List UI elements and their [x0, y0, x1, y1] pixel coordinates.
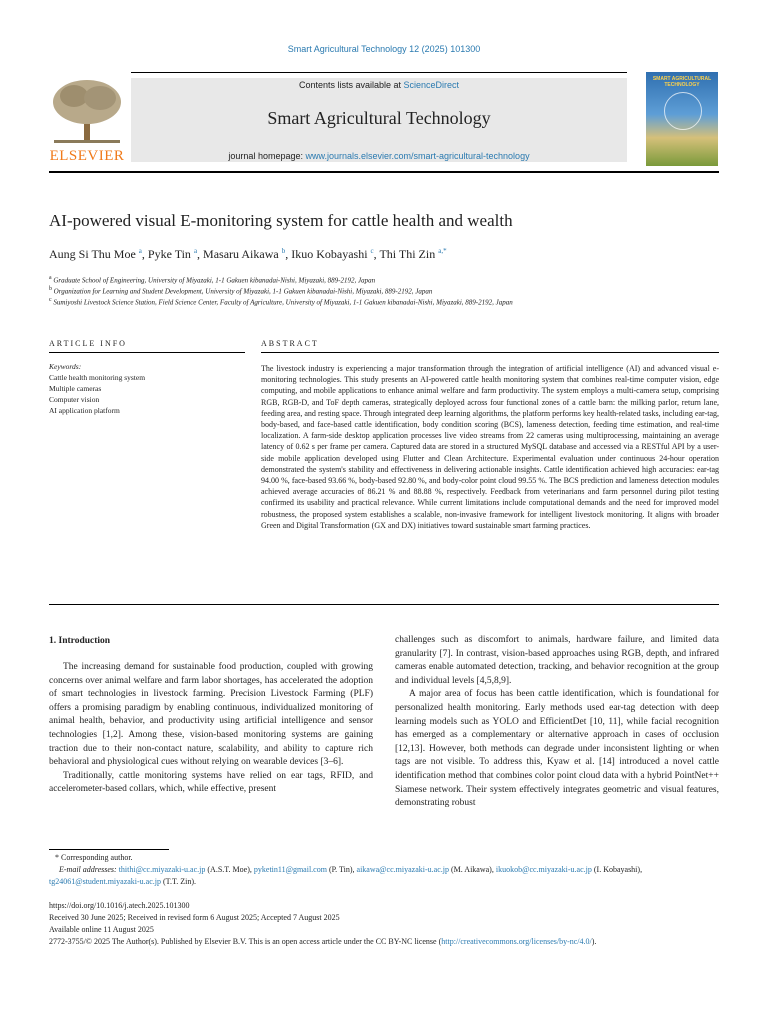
email-label: E-mail addresses: — [59, 865, 117, 874]
paragraph: Traditionally, cattle monitoring systems have relied on ear tags, RFID, and accelerometer-based collars, which, while effective, present — [49, 770, 373, 795]
author[interactable]: Thi Thi Zin $^{a,*}$ — [379, 247, 447, 261]
masthead-bottom-rule — [49, 171, 719, 173]
abstract-body: The livestock industry is experiencing a major transformation through the integration of artificial intelligence (AI) and advanced visual e-monitoring technologies. This study presents an AI-powered cattle health monitoring system that combines real-time computer vision, edge computing, and mobile applications to enhance animal welfare and farm productivity. The system employs a multi-camera setup, comprising RGB, RGB-D, and ToF depth cameras, strategically deployed across four functional zones of a cattle barn: the milking parlor, return lane, feeding area, and resting space. Through integrated deep learning algorithms, the platform performs key health-related tasks, including ear-tag, body-based, and face-based cattle identification, body condition scoring (BCS), lameness detection, feeding time estimation, and real-time localization. A farm-side desktop application processes live video streams from 22 cameras using multiprocessing, maintaining an average latency of 0.62 s per frame per camera. Captured data are stored in a structured MySQL database and accessed via a RESTful API by a user-side mobile application developed using Flutter and Clean Architecture. Experimental evaluation under continuous 24-hour operation demonstrated the system's stability and effectiveness in delivering actionable insights. Cattle identification achieved high accuracies: ear-tag 94.00 %, face-based 93.66 %, body-based 92.80 %, and body-color point cloud 99.55 %. The BCS prediction and lameness detection modules achieved average accuracies of 86.21 % and 88.88 %, respectively. Feedback from veterinarians and farm personnel during pilot testing confirmed its usability and practical relevance. While current limitations include computational demands and the need for improved model robustness, the proposed system establishes a scalable, non-invasive framework for intelligent livestock monitoring. It aligns with broader Green and Digital Transformation (GX and DX) initiatives toward sustainable smart farming practices. — [261, 364, 719, 530]
author[interactable]: Masaru Aikawa $^b$ — [203, 247, 286, 261]
author[interactable]: Pyke Tin $^a$ — [147, 247, 198, 261]
masthead-top-rule — [131, 72, 627, 73]
author[interactable]: Ikuo Kobayashi $^c$ — [291, 247, 374, 261]
abstract-heading: ABSTRACT — [261, 339, 319, 348]
available-online: Available online 11 August 2025 — [49, 925, 154, 934]
article-info-heading: ARTICLE INFO — [49, 339, 127, 348]
footnote-rule — [49, 849, 169, 850]
journal-cover-thumbnail[interactable] — [646, 72, 718, 166]
corresponding-footnote: * Corresponding author. — [49, 853, 133, 862]
cover-title: SMART AGRICULTURAL TECHNOLOGY — [652, 76, 712, 88]
homepage-prefix: journal homepage: — [228, 151, 306, 161]
abstract-rule — [261, 352, 719, 353]
received-dates: Received 30 June 2025; Received in revised form 6 August 2025; Accepted 7 August 2025 — [49, 913, 340, 922]
affiliation: $^a$ Graduate School of Engineering, University of Miyazaki, 1-1 Gakuen kibanadai-Nishi, Miyazaki, 889-2192, Japan — [49, 275, 376, 285]
sciencedirect-link[interactable]: ScienceDirect — [403, 80, 460, 90]
contents-line — [131, 80, 627, 90]
author-list: Aung Si Thu Moe $^a$, Pyke Tin $^a$, Masaru Aikawa $^b$, Ikuo Kobayashi $^c$, Thi Thi Zin $^{a,*}$ — [49, 247, 447, 261]
email-footnote: E-mail addresses: thithi@cc.miyazaki-u.ac.jp (A.S.T. Moe), pyketin11@gmail.com (P. Tin), aikawa@cc.miyazaki-u.ac.jp (M. Aikawa), ikuokob@cc.miyazaki-u.ac.jp (I. Kobayashi), tg24061@student.miyazaki-u.ac.jp (T.T. Zin). — [49, 865, 643, 886]
intro-right-column — [395, 634, 719, 811]
doi-link[interactable]: https://doi.org/10.1016/j.atech.2025.101300 — [49, 901, 190, 910]
journal-title: Smart Agricultural Technology — [267, 108, 491, 128]
keywords-label: Keywords: — [49, 362, 82, 371]
elsevier-logo — [44, 76, 130, 166]
author[interactable]: Aung Si Thu Moe $^a$ — [49, 247, 142, 261]
elsevier-wordmark: ELSEVIER — [49, 148, 125, 164]
article-info-rule — [49, 352, 245, 353]
email-link[interactable]: tg24061@student.miyazaki-u.ac.jp — [49, 877, 162, 886]
keyword: Multiple cameras — [49, 384, 102, 393]
keyword: AI application platform — [49, 406, 120, 415]
tree-icon — [44, 76, 130, 148]
affiliation: $^b$ Organization for Learning and Student Development, University of Miyazaki, 1-1 Gakuen kibanadai-Nishi, Miyazaki, 889-2192, Japan — [49, 286, 433, 296]
section-heading-introduction: 1. Introduction — [49, 636, 111, 646]
cover-graphic — [664, 92, 702, 130]
paragraph: The increasing demand for sustainable food production, coupled with growing concerns over animal welfare and farm labor shortages, has accelerated the adoption of smart technologies in livestock farming. Precision Livestock Farming (PLF) offers a promising paradigm by enabling continuous, individualized monitoring of animal health, behavior, and productivity using artificial intelligence and sensor technologies [1,2]. Among these, vision-based monitoring systems are gaining traction due to their non-contact nature, scalability, and ability to capture rich behavioral and physiological cues without relying on wearable devices [3–6]. — [49, 662, 373, 768]
abstract-bottom-rule — [49, 604, 719, 605]
homepage-line — [131, 151, 627, 161]
paragraph: A major area of focus has been cattle identification, which is foundational for personalized health monitoring. Early methods used ear-tag detection with deep learning models such as YOLO and EfficientDet [10, 11], while facial recognition has emerged as a complementary or alternative approach in cases of occlusion [12,13]. However, both methods can degrade under inconsistent lighting or when tags are not visible. To address this, Kyaw et al. [14] introduced a novel cattle identification method that combines color point cloud data with a hybrid PointNet++ Siamese network. Their system effectively integrates geometric and visual features, demonstrating robust — [395, 689, 719, 809]
affiliation: $^c$ Sumiyoshi Livestock Science Station, Field Science Center, Faculty of Agriculture, University of Miyazaki, 1-1 Gakuen kibanadai-Nishi, Miyazaki, 889-2192, Japan — [49, 297, 513, 307]
keyword: Cattle health monitoring system — [49, 373, 146, 382]
email-link[interactable]: aikawa@cc.miyazaki-u.ac.jp — [356, 865, 449, 874]
contents-prefix: Contents lists available at — [298, 80, 404, 90]
license-link[interactable]: http://creativecommons.org/licenses/by-nc/4.0/ — [441, 937, 592, 946]
email-link[interactable]: thithi@cc.miyazaki-u.ac.jp — [118, 865, 206, 874]
paragraph: challenges such as discomfort to animals, hardware failure, and limited data granularity [7]. In contrast, vision-based approaches using RGB, depth, and infrared cameras enable automated detection, tracking, and behavior recognition at the group and individual levels [4,5,8,9]. — [395, 635, 719, 686]
homepage-link[interactable]: www.journals.elsevier.com/smart-agricultural-technology — [305, 151, 530, 161]
email-link[interactable]: ikuokob@cc.miyazaki-u.ac.jp — [495, 865, 592, 874]
keyword: Computer vision — [49, 395, 100, 404]
license-statement: 2772-3755/© 2025 The Author(s). Published by Elsevier B.V. This is an open access article under the CC BY-NC license (http://creativecommons.org/licenses/by-nc/4.0/). — [49, 937, 597, 946]
email-link[interactable]: pyketin11@gmail.com — [253, 865, 327, 874]
intro-left-column — [49, 661, 373, 797]
paper-title: AI-powered visual E-monitoring system for cattle health and wealth — [49, 211, 513, 230]
journal-reference[interactable]: Smart Agricultural Technology 12 (2025) 101300 — [287, 44, 481, 54]
